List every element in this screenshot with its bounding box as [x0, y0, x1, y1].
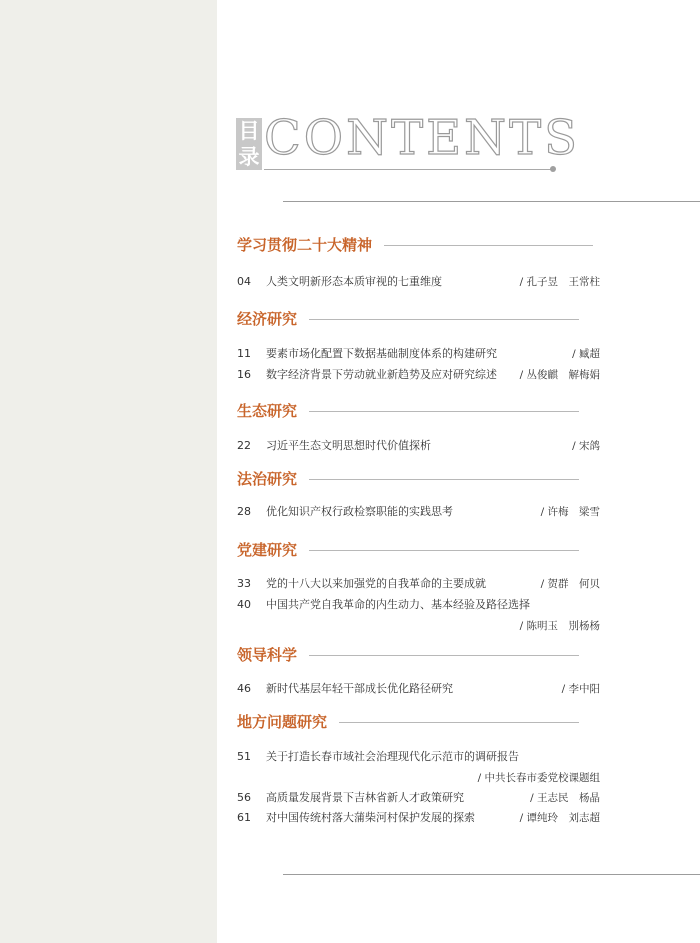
- entry-authors: / 陈明玉 別杨杨: [519, 620, 600, 632]
- entry-title: 中国共产党自我革命的内生动力、基本经验及路径选择: [266, 598, 530, 611]
- entry-page: 51: [237, 750, 251, 763]
- section-divider: [309, 479, 579, 480]
- header-underline: [264, 169, 551, 170]
- section-label: 地方问题研究: [237, 713, 328, 731]
- top-rule: [283, 201, 700, 202]
- entry-page: 11: [237, 347, 251, 360]
- toc-entry[interactable]: [237, 274, 600, 290]
- toc-entry[interactable]: [237, 576, 600, 592]
- entry-page: 56: [237, 791, 251, 804]
- entry-page: 16: [237, 368, 251, 381]
- section-label: 生态研究: [237, 402, 298, 420]
- toc-entry[interactable]: [237, 790, 600, 806]
- section-label: 法治研究: [237, 470, 298, 488]
- entry-title: 关于打造长春市域社会治理现代化示范市的调研报告: [266, 750, 519, 763]
- section-label: 领导科学: [237, 646, 298, 664]
- section-divider: [309, 411, 579, 412]
- header-dot: [550, 166, 556, 172]
- entry-title: 党的十八大以来加强党的自我革命的主要成就: [266, 577, 486, 590]
- section-heading: [237, 469, 579, 489]
- entry-page: 46: [237, 682, 251, 695]
- section-label: 经济研究: [237, 310, 298, 328]
- entry-authors: / 谭纯玲 刘志超: [519, 812, 600, 824]
- section-heading: [237, 540, 579, 560]
- section-divider: [339, 722, 579, 723]
- entry-title: 习近平生态文明思想时代价值探析: [266, 439, 431, 452]
- entry-page: 28: [237, 505, 251, 518]
- toc-entry[interactable]: [237, 810, 600, 826]
- entry-authors: / 王志民 杨晶: [530, 792, 600, 804]
- toc-entry[interactable]: [237, 597, 600, 634]
- mulu-char-1: 目: [238, 119, 260, 143]
- mulu-badge: [236, 118, 262, 170]
- toc-entry[interactable]: [237, 749, 600, 786]
- entry-authors: / 许梅 梁雪: [540, 506, 600, 518]
- entry-title: 数字经济背景下劳动就业新趋势及应对研究综述: [266, 368, 497, 381]
- entry-title: 优化知识产权行政检察职能的实践思考: [266, 505, 453, 518]
- entry-authors: / 贺群 何贝: [540, 578, 600, 590]
- entry-page: 40: [237, 598, 251, 611]
- entry-page: 04: [237, 275, 251, 288]
- entry-authors: / 丛俊麒 解梅娟: [519, 369, 600, 381]
- entry-page: 22: [237, 439, 251, 452]
- toc-entry[interactable]: [237, 504, 600, 520]
- section-heading: [237, 401, 579, 421]
- entry-page: 61: [237, 811, 251, 824]
- side-band: [0, 0, 217, 943]
- section-divider: [309, 319, 579, 320]
- contents-heading: CONTENTS: [264, 110, 581, 166]
- section-heading: [237, 712, 579, 732]
- toc-entry[interactable]: [237, 438, 600, 454]
- entry-title: 人类文明新形态本质审视的七重维度: [266, 275, 442, 288]
- section-divider: [309, 655, 579, 656]
- section-heading: [237, 645, 579, 665]
- entry-title: 高质量发展背景下吉林省新人才政策研究: [266, 791, 464, 804]
- entry-page: 33: [237, 577, 251, 590]
- section-divider: [309, 550, 579, 551]
- section-label: 学习贯彻二十大精神: [237, 236, 373, 254]
- entry-authors: / 李中阳: [561, 683, 600, 695]
- toc-entry[interactable]: [237, 367, 600, 383]
- section-divider: [384, 245, 593, 246]
- entry-authors: / 孔子昱 王常柱: [519, 276, 600, 288]
- entry-authors: / 宋鸽: [572, 440, 600, 452]
- entry-title: 对中国传统村落大蒲柴河村保护发展的探索: [266, 811, 475, 824]
- bottom-rule: [283, 874, 700, 875]
- section-label: 党建研究: [237, 541, 298, 559]
- entry-title: 新时代基层年轻干部成长优化路径研究: [266, 682, 453, 695]
- entry-authors: / 臧超: [572, 348, 600, 360]
- section-heading: [237, 309, 579, 329]
- mulu-char-2: 录: [238, 145, 260, 169]
- entry-authors: / 中共长春市委党校课题组: [477, 772, 600, 784]
- entry-title: 要素市场化配置下数据基础制度体系的构建研究: [266, 347, 497, 360]
- toc-entry[interactable]: [237, 681, 600, 697]
- toc-entry[interactable]: [237, 346, 600, 362]
- section-heading: [237, 235, 593, 255]
